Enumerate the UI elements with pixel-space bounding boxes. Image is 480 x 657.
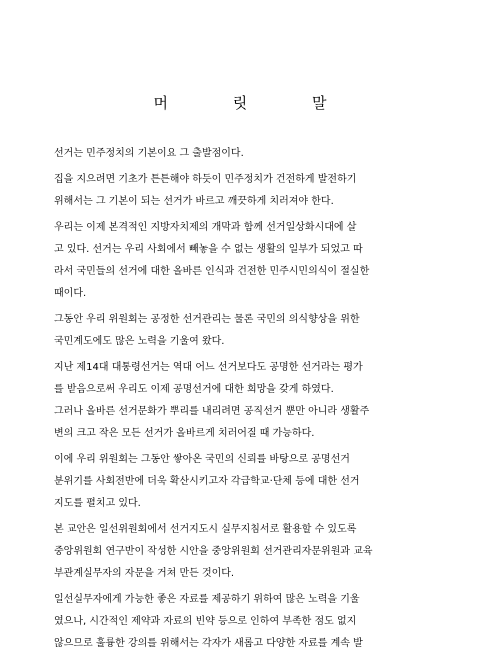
text-line: 변의 크고 작은 모든 선거가 올바르게 치러어질 때 가능하다. <box>54 428 315 439</box>
text-line: 우리는 이제 본격적인 지방자치제의 개막과 함께 선거일상화시대에 살 <box>54 222 357 233</box>
text-line: 분위기를 사회전반에 더욱 확산시키고자 각급학교·단체 등에 대한 선거 <box>54 476 360 487</box>
page-title: 머 릿 말 <box>153 94 357 112</box>
text-line: 일선실무자에게 가능한 좋은 자료를 제공하기 위하여 많은 노력을 기울 <box>54 594 360 605</box>
text-line: 그러나 올바른 선거문화가 뿌리를 내리려면 공직선거 뿐만 아니라 생활주 <box>54 406 370 417</box>
text-line: 때이다. <box>54 288 87 299</box>
text-line: 본 교안은 일선위원회에서 선거지도시 실무지침서로 활용할 수 있도록 <box>54 524 357 535</box>
text-line: 고 있다. 선거는 우리 사회에서 빼놓을 수 없는 생활의 일부가 되었고 따 <box>54 244 363 255</box>
text-line: 위해서는 그 기본이 되는 선거가 바르고 깨끗하게 치러져야 한다. <box>54 196 334 207</box>
text-line: 중앙위원회 연구반이 작성한 시안을 중앙위원회 선거관리자문위원과 교육 <box>54 546 373 557</box>
text-line: 선거는 민주정치의 기본이요 그 출발점이다. <box>54 148 244 159</box>
text-line: 그동안 우리 위원회는 공정한 선거관리는 물론 국민의 의식향상을 위한 <box>54 314 360 325</box>
text-line: 부관계실무자의 자문을 거쳐 만든 것이다. <box>54 568 235 579</box>
text-line: 국민계도에도 많은 노력을 기울여 왔다. <box>54 336 225 347</box>
text-line: 라서 국민들의 선거에 대한 올바른 인식과 건전한 민주시민의식이 절실한 <box>54 266 370 277</box>
body-text <box>54 143 432 655</box>
text-line: 집을 지으려면 기초가 튼튼해야 하듯이 민주정치가 건전하게 발전하기 <box>54 174 357 185</box>
text-line: 를 받음으로써 우리도 이제 공명선거에 대한 희망을 갖게 하였다. <box>54 384 334 395</box>
text-line: 지난 제14대 대통령선거는 역대 어느 선거보다도 공명한 선거라는 평가 <box>54 362 363 373</box>
text-line: 이에 우리 위원회는 그동안 쌓아온 국민의 신뢰를 바탕으로 공명선거 <box>54 454 350 465</box>
text-line: 않으므로 훌륭한 강의를 위해서는 각자가 새롭고 다양한 자료를 계속 발 <box>54 638 363 649</box>
text-line: 였으나, 시간적인 제약과 자료의 빈약 등으로 인하여 부족한 점도 없지 <box>54 616 357 627</box>
text-line: 지도를 펼치고 있다. <box>54 498 141 509</box>
